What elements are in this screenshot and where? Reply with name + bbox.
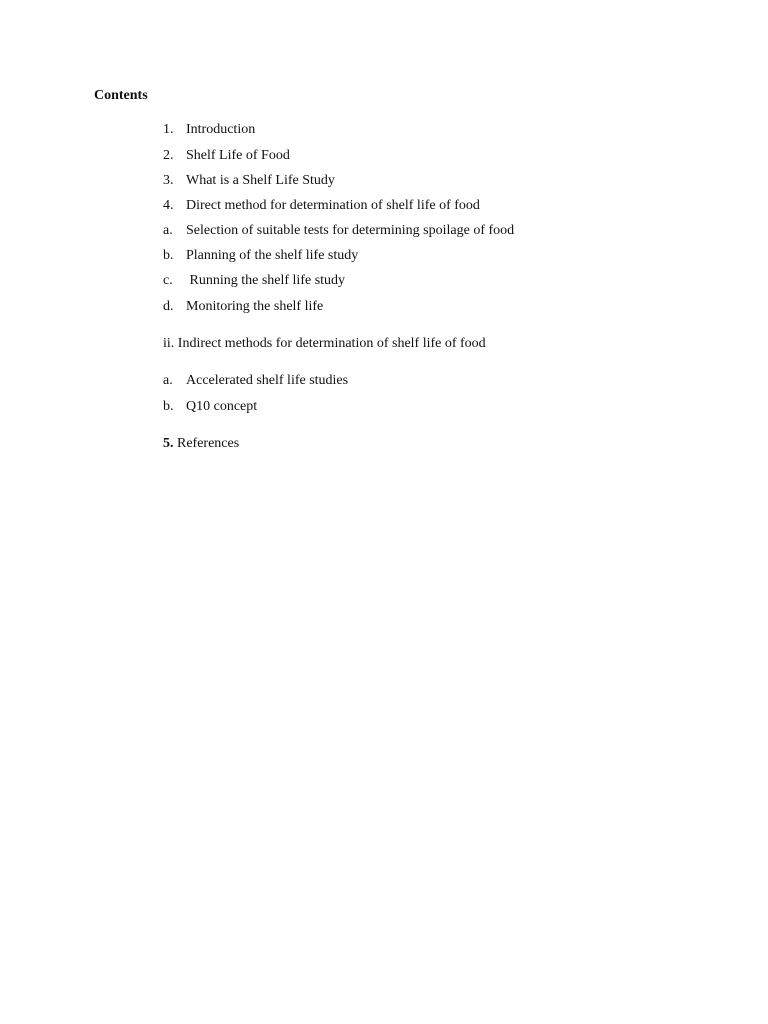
toc-item-text: Q10 concept [186,399,258,414]
toc-subitem-running [163,272,345,290]
toc-item-direct-method [163,197,480,215]
toc-item-text: Selection of suitable tests for determining spoilage of food [186,223,515,238]
toc-subitem-accelerated-studies [163,372,348,390]
toc-item-shelf-life-of-food [163,147,290,165]
toc-item-marker: 2. [163,148,174,163]
toc-subitem-monitoring [163,298,323,316]
toc-item-text: What is a Shelf Life Study [186,173,335,188]
toc-item-marker: a. [163,223,173,238]
toc-item-marker: b. [163,399,174,414]
toc-subitem-planning [163,247,358,265]
toc-item-marker: 4. [163,198,174,213]
toc-item-text: Introduction [186,122,256,137]
toc-item-introduction [163,121,255,139]
toc-item-marker: a. [163,373,173,388]
toc-subitem-selection-of-tests [163,222,514,240]
contents-heading: Contents [94,88,148,103]
toc-item-shelf-life-study [163,172,335,190]
toc-item-text: Planning of the shelf life study [186,248,359,263]
toc-references-text: References [173,436,240,451]
toc-item-marker: b. [163,248,174,263]
toc-item-text: Accelerated shelf life studies [186,373,349,388]
toc-item-references [163,435,239,453]
toc-item-text: Running the shelf life study [186,273,346,288]
toc-indirect-methods-heading: ii. Indirect methods for determination of shelf life of food [163,336,486,351]
toc-item-text: Shelf Life of Food [186,148,290,163]
toc-item-marker: 3. [163,173,174,188]
toc-item-marker: d. [163,299,174,314]
toc-subitem-q10-concept [163,398,257,416]
toc-item-text: Direct method for determination of shelf life of food [186,198,480,213]
toc-references-marker: 5. [163,436,174,451]
toc-item-marker: 1. [163,122,174,137]
toc-item-marker: c. [163,273,173,288]
toc-item-text: Monitoring the shelf life [186,299,324,314]
